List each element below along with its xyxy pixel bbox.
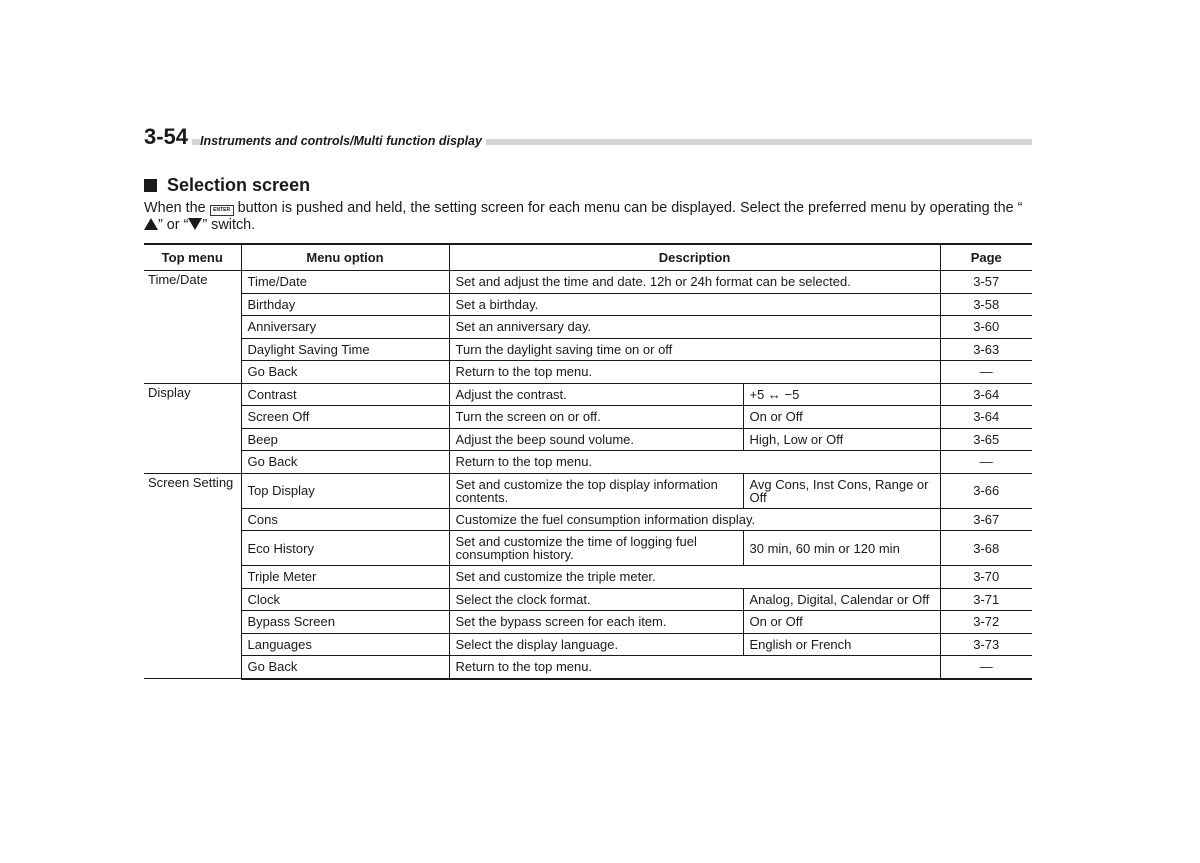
page-cell: 3-73 xyxy=(940,633,1032,656)
table-row xyxy=(144,383,1032,406)
table-row xyxy=(144,338,1032,361)
description-cell: Set an anniversary day. xyxy=(449,316,940,339)
description-cell: Turn the daylight saving time on or off xyxy=(449,338,940,361)
option-cell: Birthday xyxy=(241,293,449,316)
header-menu-option: Menu option xyxy=(241,244,449,271)
page-cell: 3-68 xyxy=(940,531,1032,566)
option-cell: Daylight Saving Time xyxy=(241,338,449,361)
table-row xyxy=(144,406,1032,429)
description-cell: Select the display language. xyxy=(449,633,743,656)
description-cell: Customize the fuel consumption information display. xyxy=(449,508,940,531)
page-cell: 3-67 xyxy=(940,508,1032,531)
intro-paragraph xyxy=(144,200,1032,234)
selection-table xyxy=(144,243,1032,680)
header-page: Page xyxy=(940,244,1032,271)
table-row xyxy=(144,428,1032,451)
page-cell: 3-70 xyxy=(940,566,1032,589)
option-cell: Anniversary xyxy=(241,316,449,339)
page-cell: 3-64 xyxy=(940,383,1032,406)
section-heading xyxy=(144,174,310,196)
description-cell: Set and customize the time of logging fuel consumption history. xyxy=(449,531,743,566)
description-cell: Set and customize the triple meter. xyxy=(449,566,940,589)
page-number: 3-54 xyxy=(144,124,192,150)
table-row xyxy=(144,508,1032,531)
intro-text-3: ” or “ xyxy=(158,217,189,233)
description-cell: Set a birthday. xyxy=(449,293,940,316)
setting-cell: +5 ↔ −5 xyxy=(743,383,940,406)
description-cell: Set and customize the top display information contents. xyxy=(449,473,743,508)
intro-text-1: When the xyxy=(144,200,206,216)
setting-cell: 30 min, 60 min or 120 min xyxy=(743,531,940,566)
table-row xyxy=(144,451,1032,474)
top-menu-cell: Time/Date xyxy=(144,271,241,384)
table-row xyxy=(144,316,1032,339)
page-cell: 3-71 xyxy=(940,588,1032,611)
heading-text: Selection screen xyxy=(167,175,311,195)
page-cell: 3-65 xyxy=(940,428,1032,451)
option-cell: Top Display xyxy=(241,473,449,508)
option-cell: Contrast xyxy=(241,383,449,406)
page-cell: 3-58 xyxy=(940,293,1032,316)
page-cell: 3-66 xyxy=(940,473,1032,508)
setting-cell: English or French xyxy=(743,633,940,656)
page-cell: 3-72 xyxy=(940,611,1032,634)
description-cell: Return to the top menu. xyxy=(449,361,940,384)
page-cell: 3-64 xyxy=(940,406,1032,429)
table-row xyxy=(144,611,1032,634)
table-row xyxy=(144,566,1032,589)
section-title: Instruments and controls/Multi function display xyxy=(200,134,486,148)
table-row xyxy=(144,293,1032,316)
page-cell: 3-57 xyxy=(940,271,1032,294)
description-cell: Adjust the beep sound volume. xyxy=(449,428,743,451)
top-menu-cell: Screen Setting xyxy=(144,473,241,679)
option-cell: Go Back xyxy=(241,656,449,679)
page-cell: — xyxy=(940,451,1032,474)
intro-text-4: ” switch. xyxy=(202,217,256,233)
table-row xyxy=(144,656,1032,679)
option-cell: Cons xyxy=(241,508,449,531)
intro-text-2: button is pushed and held, the setting screen for each menu can be displayed. Select the preferred menu by operating the “ xyxy=(237,200,1023,216)
setting-cell: Avg Cons, Inst Cons, Range or Off xyxy=(743,473,940,508)
description-cell: Turn the screen on or off. xyxy=(449,406,743,429)
table-row xyxy=(144,633,1032,656)
option-cell: Screen Off xyxy=(241,406,449,429)
page-cell: 3-60 xyxy=(940,316,1032,339)
setting-cell: On or Off xyxy=(743,611,940,634)
description-cell: Return to the top menu. xyxy=(449,656,940,679)
description-cell: Return to the top menu. xyxy=(449,451,940,474)
heading-square-icon xyxy=(144,179,157,192)
table-row xyxy=(144,271,1032,294)
option-cell: Go Back xyxy=(241,451,449,474)
option-cell: Bypass Screen xyxy=(241,611,449,634)
description-cell: Select the clock format. xyxy=(449,588,743,611)
page-header xyxy=(144,124,1032,148)
page-cell: — xyxy=(940,361,1032,384)
header-description: Description xyxy=(449,244,940,271)
option-cell: Beep xyxy=(241,428,449,451)
table-row xyxy=(144,473,1032,508)
setting-cell: Analog, Digital, Calendar or Off xyxy=(743,588,940,611)
option-cell: Languages xyxy=(241,633,449,656)
setting-cell: On or Off xyxy=(743,406,940,429)
page-cell: — xyxy=(940,656,1032,679)
option-cell: Eco History xyxy=(241,531,449,566)
option-cell: Time/Date xyxy=(241,271,449,294)
header-top-menu: Top menu xyxy=(144,244,241,271)
description-cell: Set and adjust the time and date. 12h or 24h format can be selected. xyxy=(449,271,940,294)
top-menu-cell: Display xyxy=(144,383,241,473)
setting-cell: High, Low or Off xyxy=(743,428,940,451)
page-cell: 3-63 xyxy=(940,338,1032,361)
table-row xyxy=(144,531,1032,566)
table-row xyxy=(144,588,1032,611)
up-triangle-icon xyxy=(144,218,158,230)
option-cell: Triple Meter xyxy=(241,566,449,589)
table-row xyxy=(144,361,1032,384)
option-cell: Go Back xyxy=(241,361,449,384)
description-cell: Set the bypass screen for each item. xyxy=(449,611,743,634)
description-cell: Adjust the contrast. xyxy=(449,383,743,406)
enter-button-icon: ENTER xyxy=(210,205,234,216)
option-cell: Clock xyxy=(241,588,449,611)
down-triangle-icon xyxy=(188,218,202,230)
table-header-row xyxy=(144,244,1032,271)
